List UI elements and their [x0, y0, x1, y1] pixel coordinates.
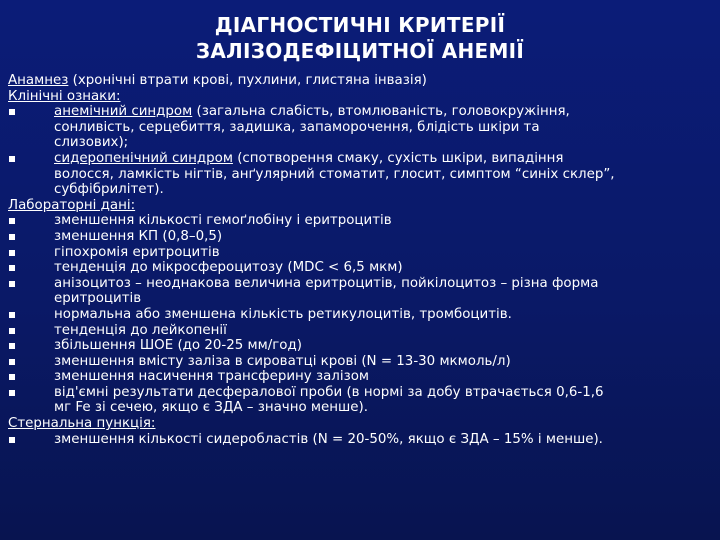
list-item: [8, 369, 718, 385]
list-item: [8, 338, 718, 354]
list-item-text: збільшення ШОЕ (до 20-25 мм/год): [54, 338, 302, 354]
title-line-1: ДІАГНОСТИЧНІ КРИТЕРІЇ: [214, 13, 506, 37]
list-item: [8, 245, 718, 261]
list-item: [8, 354, 718, 370]
bullet-square-icon: [8, 151, 54, 167]
lab-heading: Лабораторні дані:: [8, 197, 136, 213]
list-item-text: від'ємні результати десфералової проби (в нормі за добу втрачається 0,6-1,6: [54, 384, 604, 400]
slide-content: [8, 73, 718, 447]
anamnesis-label: Анамнез: [8, 73, 69, 88]
bullet-square-icon: [8, 354, 54, 370]
clinical-term: анемічний синдром: [54, 104, 193, 120]
list-item-text: нормальна або зменшена кількість ретикулоцитів, тромбоцитів.: [54, 306, 512, 322]
clinical-heading: Клінічні ознаки:: [8, 88, 121, 104]
clinical-text-line: слизових);: [54, 135, 129, 151]
anamnesis-text: (хронічні втрати крові, пухлини, глистяна інвазія): [68, 73, 427, 88]
list-item-text: еритроцитів: [54, 291, 142, 307]
list-item: [8, 260, 718, 276]
bullet-square-icon: [8, 432, 54, 448]
list-item-text: тенденція до мікросфероцитозу (MDC < 6,5 мкм): [54, 260, 403, 276]
list-item-text: зменшення КП (0,8–0,5): [54, 228, 223, 244]
lab-list: [8, 213, 718, 416]
list-item-text: тенденція до лейкопенії: [54, 322, 227, 338]
bullet-square-icon: [8, 385, 54, 401]
bullet-square-icon: [8, 104, 54, 120]
list-item: [8, 323, 718, 339]
clinical-item: [8, 104, 718, 151]
anamnesis-line: [8, 73, 718, 89]
list-item-text: гіпохромія еритроцитів: [54, 244, 220, 260]
clinical-item: [8, 151, 718, 198]
list-item: [8, 432, 718, 448]
sternal-heading: Стернальна пункція:: [8, 416, 156, 432]
title-line-2: ЗАЛІЗОДЕФІЦИТНОЇ АНЕМІЇ: [195, 39, 525, 63]
clinical-text: (спотворення смаку, сухість шкіри, випадіння: [232, 150, 564, 166]
bullet-square-icon: [8, 369, 54, 385]
list-item-text: анізоцитоз – неоднакова величина еритроцитів, пойкілоцитоз – різна форма: [54, 275, 599, 291]
list-item-text: мг Fe зі сечею, якщо є ЗДА – значно менше).: [54, 400, 368, 416]
list-item: [8, 229, 718, 245]
bullet-square-icon: [8, 323, 54, 339]
list-item: [8, 385, 718, 416]
clinical-term: сидеропенічний синдром: [54, 150, 233, 166]
list-item-text: зменшення кількості сидеробластів (N = 20-50%, якщо є ЗДА – 15% і менше).: [54, 431, 603, 447]
bullet-square-icon: [8, 213, 54, 229]
list-item-text: зменшення насичення трансферину залізом: [54, 369, 369, 385]
bullet-square-icon: [8, 338, 54, 354]
bullet-square-icon: [8, 276, 54, 292]
bullet-square-icon: [8, 245, 54, 261]
sternal-list: [8, 432, 718, 448]
clinical-text-line: субфібрилітет).: [54, 182, 164, 198]
list-item: [8, 276, 718, 307]
list-item: [8, 213, 718, 229]
list-item-text: зменшення кількості гемоґлобіну і еритроцитів: [54, 213, 392, 229]
clinical-text-line: сонливість, серцебиття, задишка, запаморочення, блідість шкіри та: [54, 119, 540, 135]
clinical-text-line: волосся, ламкість нігтів, анґулярний стоматит, глосит, симптом “синіх склер”,: [54, 166, 615, 182]
bullet-square-icon: [8, 307, 54, 323]
bullet-square-icon: [8, 229, 54, 245]
list-item: [8, 307, 718, 323]
bullet-square-icon: [8, 260, 54, 276]
list-item-text: зменшення вмісту заліза в сироватці крові (N = 13-30 мкмоль/л): [54, 353, 511, 369]
slide-title: [0, 12, 720, 64]
clinical-text: (загальна слабість, втомлюваність, головокружіння,: [192, 104, 570, 120]
